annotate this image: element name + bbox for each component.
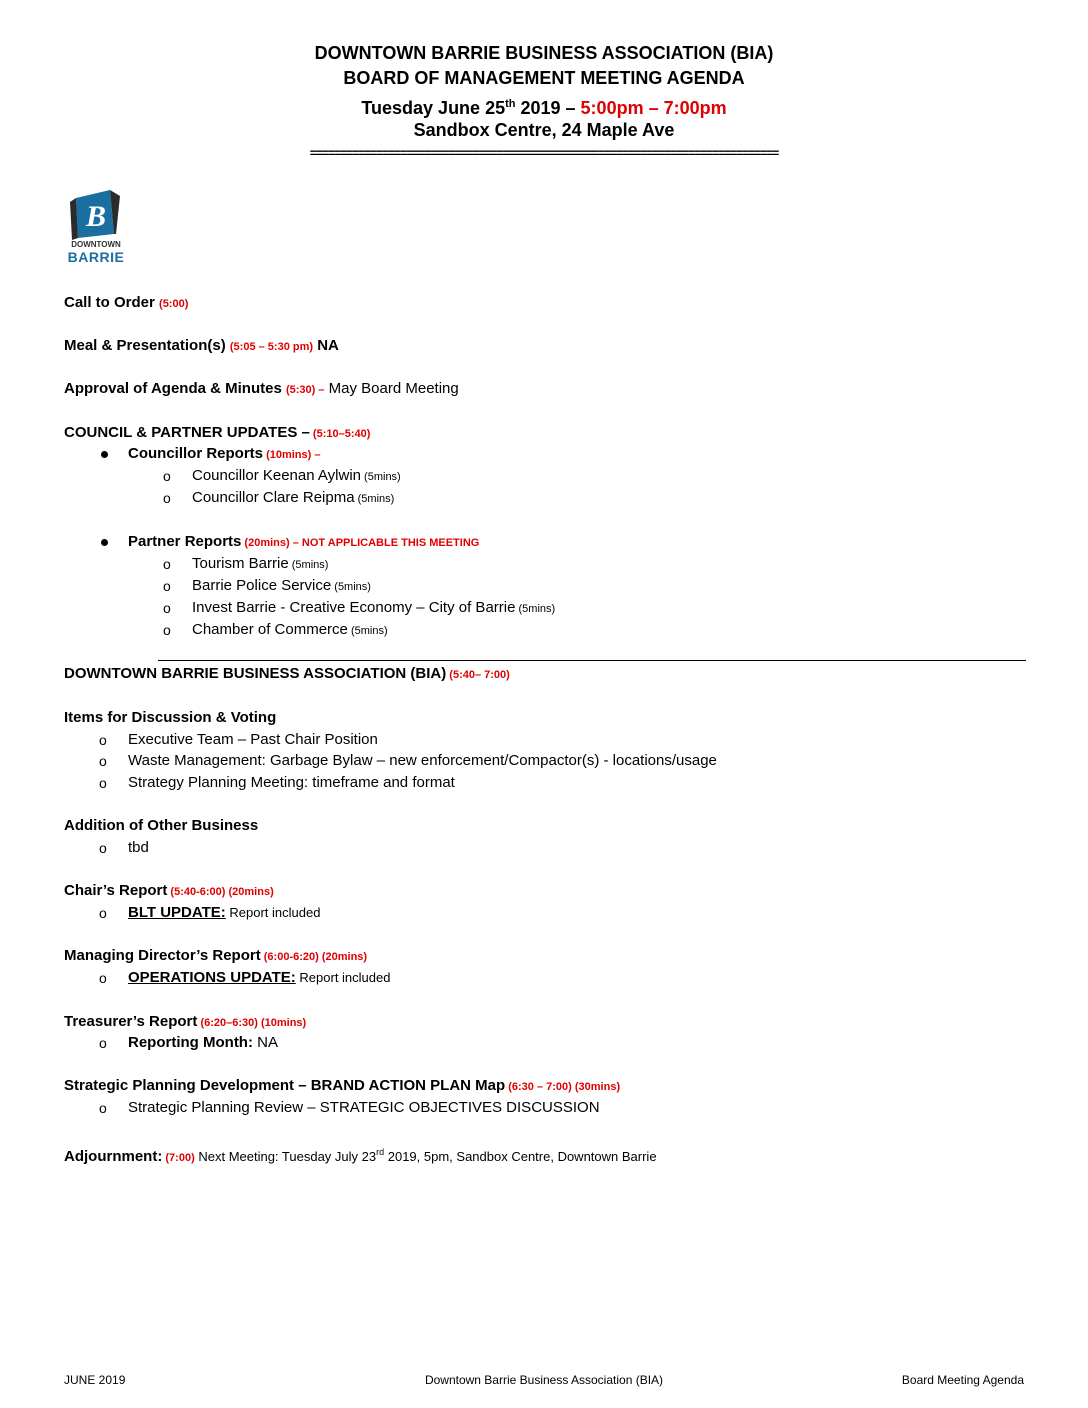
list-item: [128, 968, 390, 988]
meal-presentations: [64, 336, 339, 357]
councillor-name: Councillor Keenan Aylwin: [192, 467, 361, 484]
reporting-month-value: NA: [252, 1034, 278, 1051]
partner-name: Invest Barrie - Creative Economy – City of Barrie: [192, 599, 516, 616]
logo-text-downtown: DOWNTOWN: [71, 240, 121, 249]
circle-bullet-icon: o: [163, 578, 171, 594]
circle-bullet-icon: o: [99, 732, 107, 748]
bia-section: [64, 664, 510, 685]
list-item: tbd: [128, 839, 149, 856]
call-to-order: [64, 293, 188, 314]
strategic-time: (6:30 – 7:00) (30mins): [505, 1081, 621, 1093]
councillor-duration: (5mins): [361, 471, 401, 483]
partner-reports-label: Partner Reports: [128, 533, 242, 550]
adjournment-time: (7:00): [162, 1152, 195, 1164]
meal-time: (5:05 – 5:30 pm): [229, 341, 314, 353]
circle-bullet-icon: o: [163, 468, 171, 484]
list-item: Strategy Planning Meeting: timeframe and format: [128, 774, 455, 791]
bia-time: (5:40– 7:00): [446, 669, 510, 681]
call-to-order-time: (5:00): [159, 298, 189, 310]
chair-report: [64, 881, 274, 902]
treasurer-report: [64, 1012, 306, 1033]
chair-label: Chair’s Report: [64, 882, 168, 899]
meeting-year: 2019 –: [515, 98, 581, 118]
operations-update-label: OPERATIONS UPDATE:: [128, 969, 296, 986]
list-item: Waste Management: Garbage Bylaw – new enforcement/Compactor(s) - locations/usage: [128, 752, 717, 769]
footer-organization: Downtown Barrie Business Association (BIA): [424, 1373, 664, 1387]
councillor-reports: [128, 444, 320, 465]
downtown-barrie-logo: [66, 186, 126, 270]
councillor-reports-label: Councillor Reports: [128, 445, 264, 462]
bullet-icon: [101, 539, 108, 546]
md-time: (6:00-6:20) (20mins): [260, 951, 368, 963]
bia-label: DOWNTOWN BARRIE BUSINESS ASSOCIATION (BIA): [64, 665, 447, 682]
list-item: [192, 554, 328, 575]
managing-director-report: [64, 946, 367, 967]
partner-reports: [128, 532, 479, 553]
next-meeting-pre: Next Meeting: Tuesday July 23: [194, 1149, 377, 1164]
title-line-2: BOARD OF MANAGEMENT MEETING AGENDA: [343, 68, 745, 88]
council-label: COUNCIL & PARTNER UPDATES –: [64, 424, 310, 441]
other-business-heading: Addition of Other Business: [64, 817, 259, 834]
meal-note: NA: [313, 337, 339, 354]
treasurer-label: Treasurer’s Report: [64, 1013, 198, 1030]
blt-update-note: Report included: [225, 905, 321, 920]
council-time: (5:10–5:40): [309, 428, 371, 440]
next-meeting-suffix: rd: [376, 1147, 385, 1157]
bullet-icon: [101, 451, 108, 458]
adjournment-label: Adjournment:: [64, 1148, 163, 1165]
logo-text-barrie: BARRIE: [67, 249, 125, 265]
partner-name: Barrie Police Service: [192, 577, 332, 594]
approval-note: May Board Meeting: [324, 380, 459, 397]
meeting-time: 5:00pm – 7:00pm: [580, 98, 727, 118]
circle-bullet-icon: o: [163, 490, 171, 506]
meeting-location: Sandbox Centre, 24 Maple Ave: [413, 120, 675, 140]
meal-label: Meal & Presentation(s): [64, 337, 226, 354]
circle-bullet-icon: o: [163, 600, 171, 616]
councillor-reports-time: (10mins) –: [263, 449, 321, 461]
discussion-heading: Items for Discussion & Voting: [64, 709, 277, 726]
approval-of-agenda: [64, 379, 459, 400]
partner-name: Chamber of Commerce: [192, 621, 348, 638]
meeting-date: Tuesday June 25: [361, 98, 506, 118]
list-item: [192, 576, 371, 597]
list-item: [192, 488, 394, 509]
date-suffix: th: [505, 98, 516, 110]
circle-bullet-icon: o: [163, 556, 171, 572]
list-item: [192, 466, 401, 487]
list-item: [128, 903, 320, 923]
councillor-name: Councillor Clare Reipma: [192, 489, 355, 506]
partner-reports-time: (20mins) – NOT APPLICABLE THIS MEETING: [241, 537, 480, 549]
logo-letter: B: [85, 200, 107, 233]
header-separator: ==============================================================================: [309, 146, 779, 160]
partner-duration: (5mins): [331, 581, 371, 593]
circle-bullet-icon: o: [99, 905, 107, 921]
list-item: [192, 598, 555, 619]
md-label: Managing Director’s Report: [64, 947, 261, 964]
list-item: Executive Team – Past Chair Position: [128, 731, 378, 748]
circle-bullet-icon: o: [163, 622, 171, 638]
circle-bullet-icon: o: [99, 775, 107, 791]
circle-bullet-icon: o: [99, 1100, 107, 1116]
list-item: [128, 1033, 278, 1053]
list-item: [192, 620, 388, 641]
partner-duration: (5mins): [515, 603, 556, 615]
chair-time: (5:40-6:00) (20mins): [167, 886, 274, 898]
councillor-duration: (5mins): [354, 493, 395, 505]
next-meeting-post: 2019, 5pm, Sandbox Centre, Downtown Barrie: [384, 1149, 657, 1164]
council-partner-updates: [64, 423, 370, 444]
operations-update-note: Report included: [295, 970, 391, 985]
treasurer-time: (6:20–6:30) (10mins): [197, 1017, 307, 1029]
call-to-order-label: Call to Order: [64, 294, 155, 311]
partner-name: Tourism Barrie: [192, 555, 289, 572]
partner-duration: (5mins): [347, 625, 388, 637]
strategic-planning: [64, 1076, 620, 1097]
title-line-1: DOWNTOWN BARRIE BUSINESS ASSOCIATION (BIA): [314, 43, 774, 63]
circle-bullet-icon: o: [99, 970, 107, 986]
partner-duration: (5mins): [288, 559, 329, 571]
logo-mark-icon: [66, 186, 126, 242]
footer-date: JUNE 2019: [64, 1373, 126, 1387]
blt-update-label: BLT UPDATE:: [128, 904, 226, 921]
list-item: Strategic Planning Review – STRATEGIC OBJECTIVES DISCUSSION: [128, 1099, 600, 1116]
approval-time: (5:30) –: [285, 384, 325, 396]
circle-bullet-icon: o: [99, 1035, 107, 1051]
circle-bullet-icon: o: [99, 840, 107, 856]
adjournment: [64, 1142, 657, 1168]
circle-bullet-icon: o: [99, 753, 107, 769]
strategic-label: Strategic Planning Development – BRAND ACTION PLAN Map: [64, 1077, 506, 1094]
section-divider: [158, 660, 1026, 661]
approval-label: Approval of Agenda & Minutes: [64, 380, 282, 397]
reporting-month-label: Reporting Month:: [128, 1034, 253, 1051]
footer-document-title: Board Meeting Agenda: [901, 1373, 1024, 1387]
